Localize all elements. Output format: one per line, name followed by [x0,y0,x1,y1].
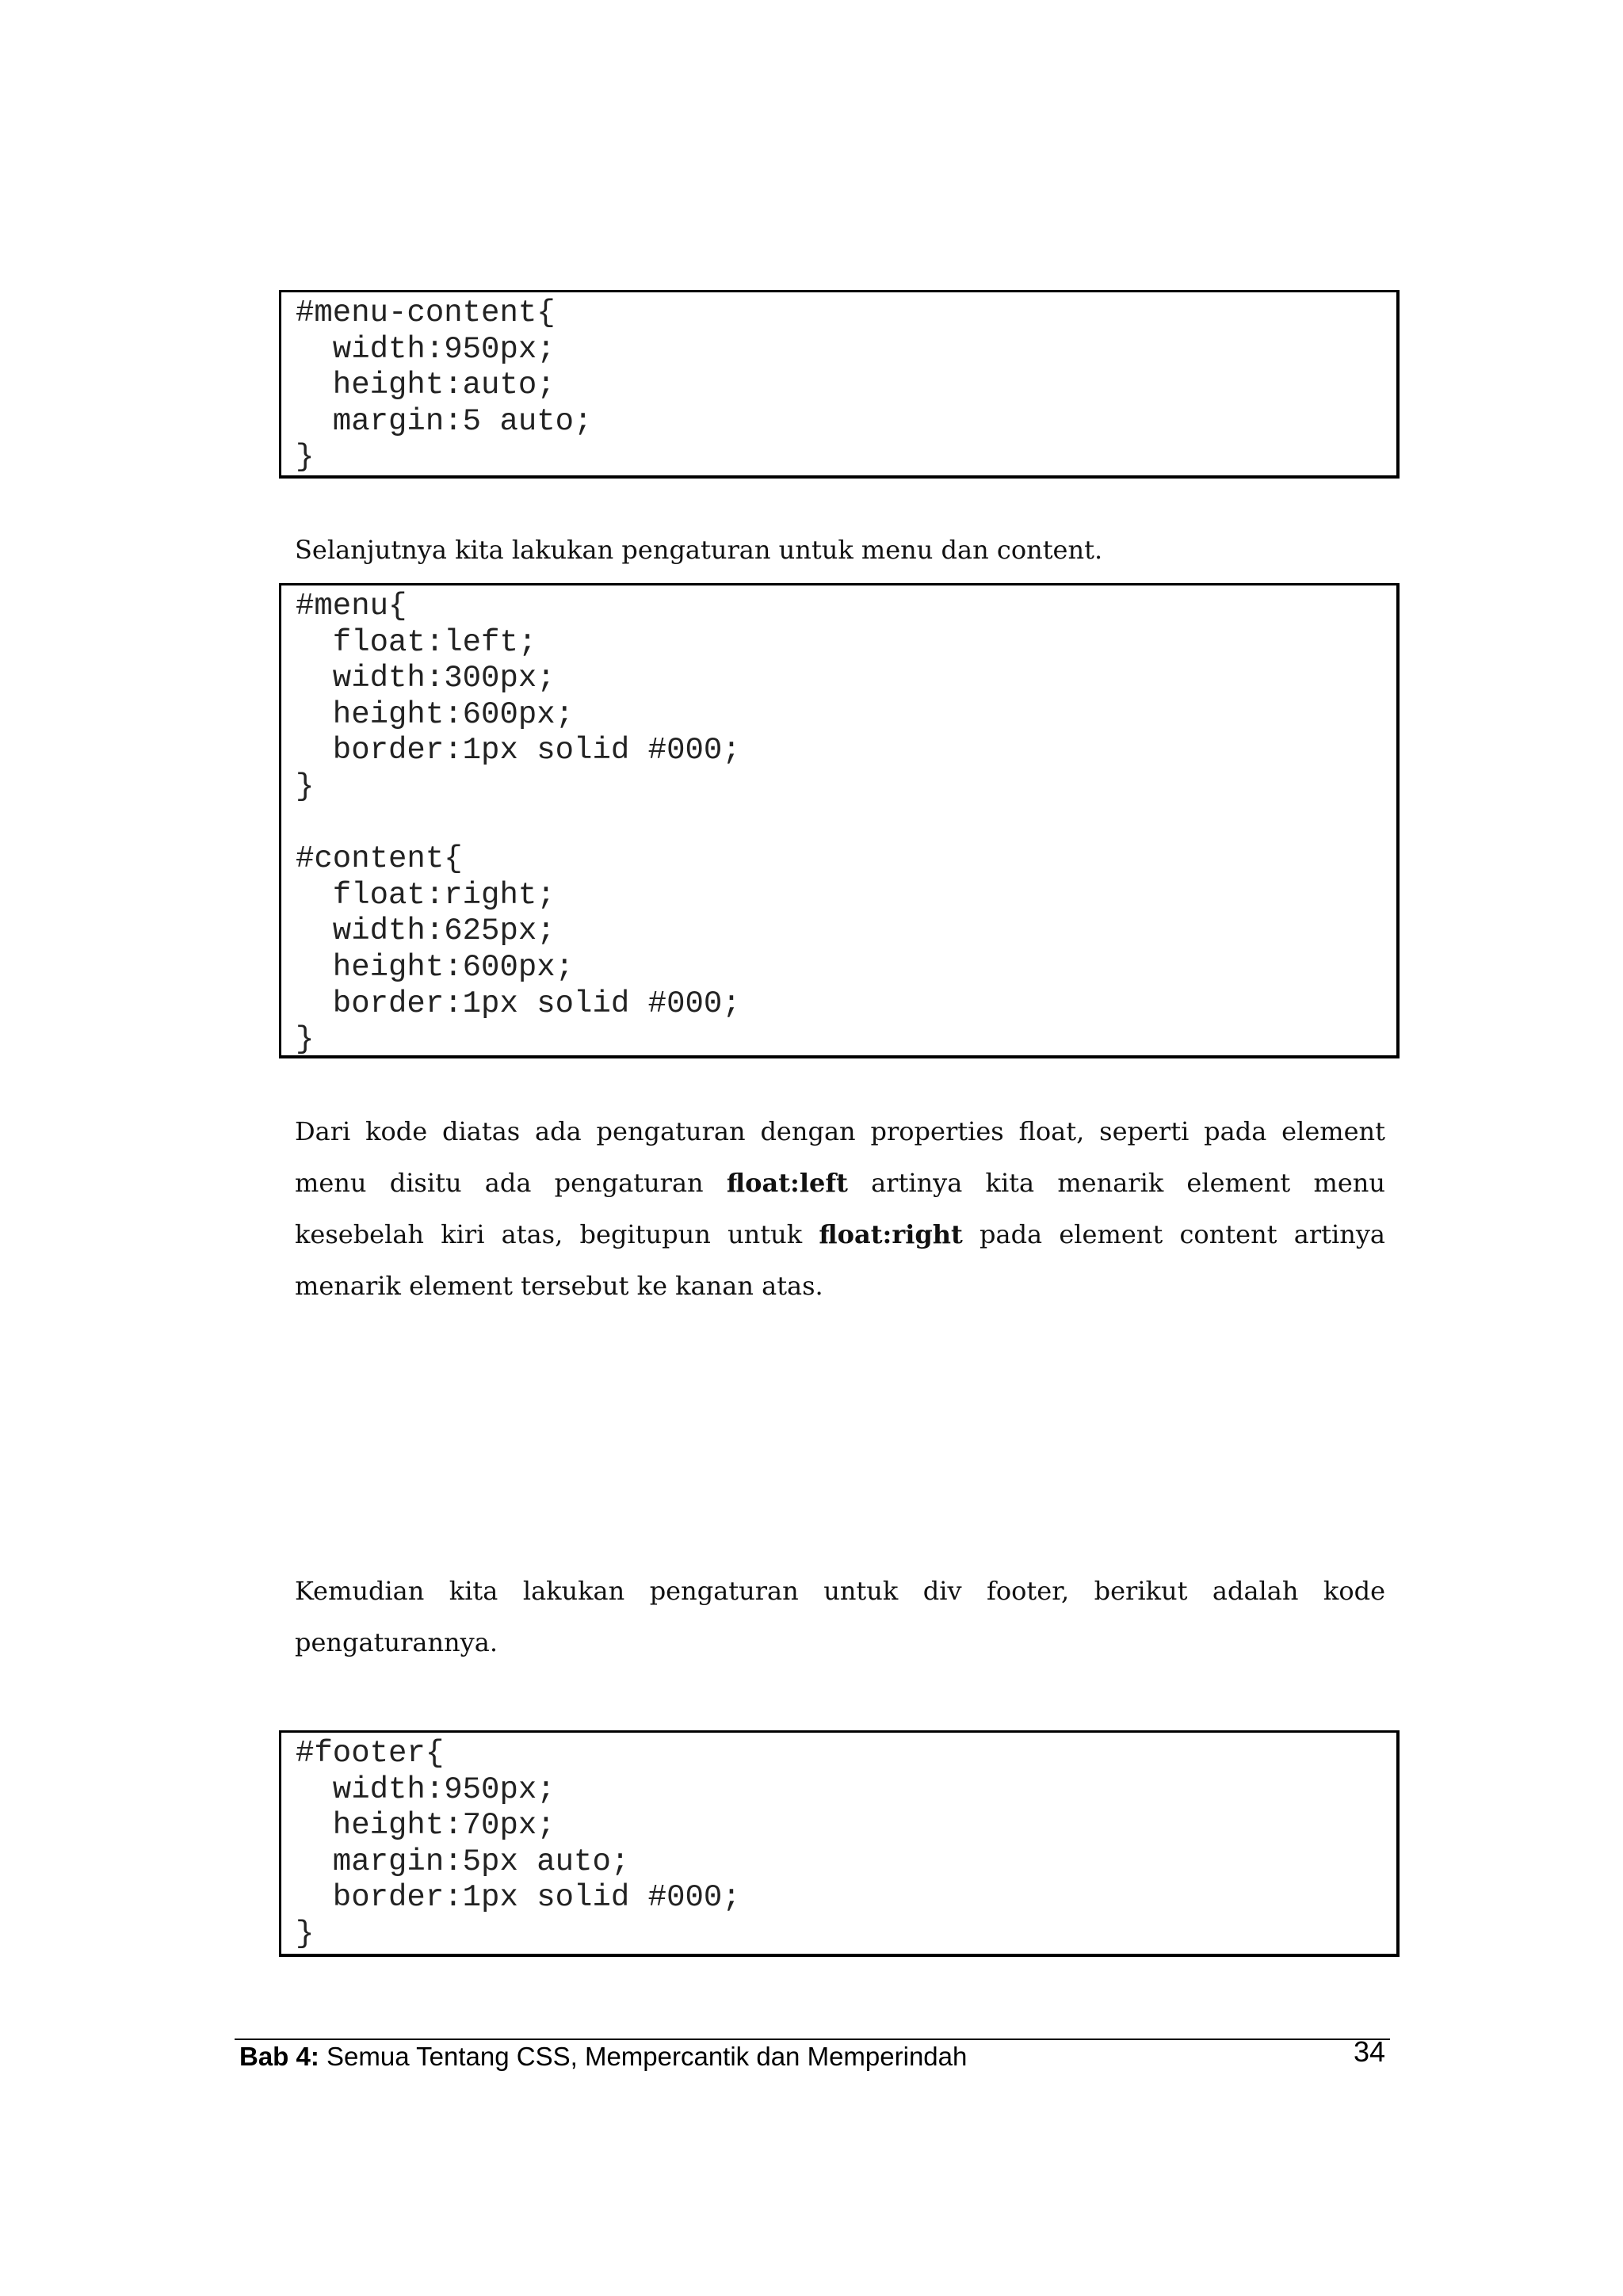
chapter-label: Bab 4: [239,2042,319,2071]
page-number: 34 [1354,2035,1386,2068]
code-line: width:950px; [296,1772,556,1807]
code-line: #menu{ [296,589,407,624]
paragraph-text: Dari kode diatas ada pengaturan dengan properties float, seperti pada element menu disitu ada pengaturan [295,1116,1385,1198]
code-line: float:left; [296,624,537,660]
code-line: height:600px; [296,949,575,985]
code-line: } [296,1022,315,1058]
paragraph-footer-intro [295,1566,1385,1669]
chapter-footer [239,2042,967,2072]
code-line: #menu-content{ [296,296,556,330]
code-line: width:300px; [296,661,556,696]
code-line: height:70px; [296,1808,556,1844]
code-line: margin:5px auto; [296,1844,630,1879]
bold-code-term: float:right [819,1219,963,1249]
code-block-menu-and-content [279,583,1400,1058]
paragraph-intro [295,524,1385,576]
footer-divider [235,2039,1390,2040]
code-line: border:1px solid #000; [296,1880,741,1916]
paragraph-float-explanation [295,1106,1385,1312]
code-block-footer [279,1730,1400,1957]
bold-code-term: float:left [726,1168,848,1198]
paragraph-text: artinya kita menarik element menu kesebelah kiri atas, begitupun untuk [295,1168,1386,1249]
code-line: #content{ [296,841,463,877]
code-line: border:1px solid #000; [296,733,741,769]
code-line: border:1px solid #000; [296,986,741,1021]
code-line: } [296,769,315,804]
chapter-title: Semua Tentang CSS, Mempercantik dan Memperindah [319,2042,968,2071]
code-line: width:950px; [296,331,556,367]
code-line: height:600px; [296,696,575,732]
code-line: #footer{ [296,1736,445,1771]
code-line: margin:5 auto; [296,403,593,439]
code-line: float:right; [296,877,556,913]
code-block-menu-content [279,290,1400,479]
paragraph-text: Selanjutnya kita lakukan pengaturan untuk menu dan content. [295,535,1103,565]
paragraph-text: pada element content artinya menarik element tersebut ke kanan atas. [295,1219,1386,1301]
paragraph-text: Kemudian kita lakukan pengaturan untuk div footer, berikut adalah kode pengaturannya. [295,1576,1385,1657]
code-line: width:625px; [296,913,556,949]
code-line: height:auto; [296,368,556,403]
code-line [296,806,1396,842]
code-line: } [296,440,315,475]
code-line: } [296,1916,315,1951]
